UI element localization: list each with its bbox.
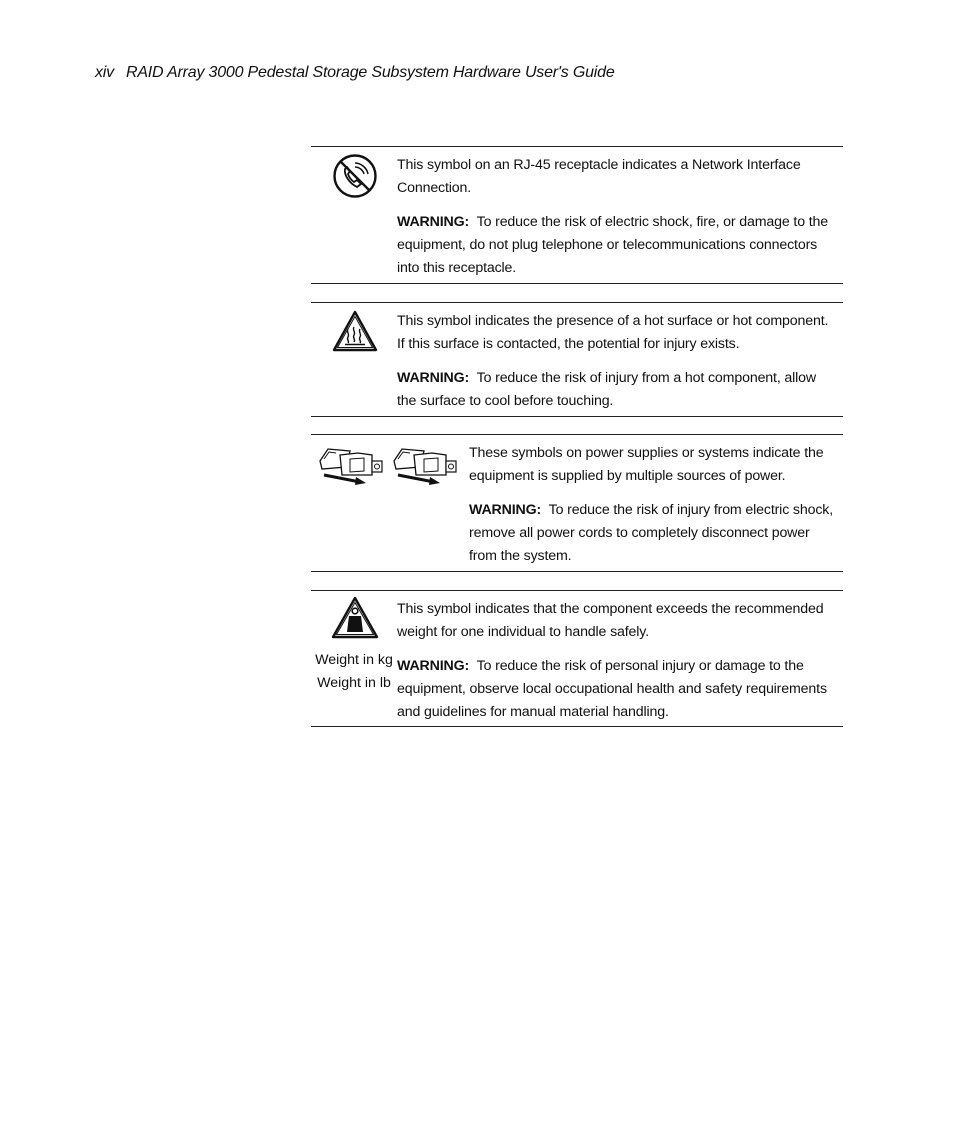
warning-paragraph — [397, 367, 837, 413]
multiple-power-sources-icon — [316, 441, 466, 485]
symbol-text — [397, 154, 837, 280]
symbol-text — [469, 442, 839, 568]
weight-kg-label: Weight in kg — [315, 652, 393, 668]
symbol-text — [397, 598, 839, 724]
symbol-description: This symbol indicates that the component exceeds the recommended weight for one individual to handle safely. — [397, 601, 824, 640]
weight-labels — [311, 649, 397, 695]
symbol-description: These symbols on power supplies or systems indicate the equipment is supplied by multiple sources of power. — [469, 445, 824, 484]
warning-label: WARNING: — [397, 370, 470, 386]
warning-paragraph — [397, 655, 839, 724]
no-telephone-icon — [332, 153, 378, 199]
power-cord-icon — [394, 449, 456, 485]
warning-text: To reduce the risk of injury from a hot component, allow the surface to cool before touching. — [397, 370, 816, 409]
hot-surface-icon — [331, 309, 379, 353]
symbol-description: This symbol indicates the presence of a hot surface or hot component. If this surface is contacted, the potential for injury exists. — [397, 313, 829, 352]
warning-label: WARNING: — [397, 214, 470, 230]
page-number: xiv — [95, 64, 114, 81]
warning-label: WARNING: — [469, 502, 542, 518]
symbol-block-hot-surface — [311, 302, 843, 417]
symbol-block-heavy-weight — [311, 590, 843, 727]
heavy-weight-icon — [330, 596, 380, 640]
warning-paragraph — [397, 211, 837, 280]
symbol-text — [397, 310, 837, 413]
warning-label: WARNING: — [397, 658, 470, 674]
warning-text: To reduce the risk of personal injury or damage to the equipment, observe local occupational health and safety requirements and guidelines for manual material handling. — [397, 658, 827, 720]
symbol-block-network — [311, 146, 843, 284]
warning-text: To reduce the risk of injury from electric shock, remove all power cords to completely disconnect power from the system. — [469, 502, 834, 564]
power-cord-icon — [320, 449, 382, 485]
document-title: RAID Array 3000 Pedestal Storage Subsystem Hardware User's Guide — [125, 64, 615, 81]
warning-text: To reduce the risk of electric shock, fire, or damage to the equipment, do not plug telephone or telecommunications connectors into this receptacle. — [397, 214, 829, 276]
symbol-block-multiple-power — [311, 434, 843, 572]
warning-paragraph — [469, 499, 839, 568]
running-header — [95, 64, 615, 82]
symbol-description: This symbol on an RJ-45 receptacle indicates a Network Interface Connection. — [397, 157, 801, 196]
weight-lb-label: Weight in lb — [317, 675, 391, 691]
